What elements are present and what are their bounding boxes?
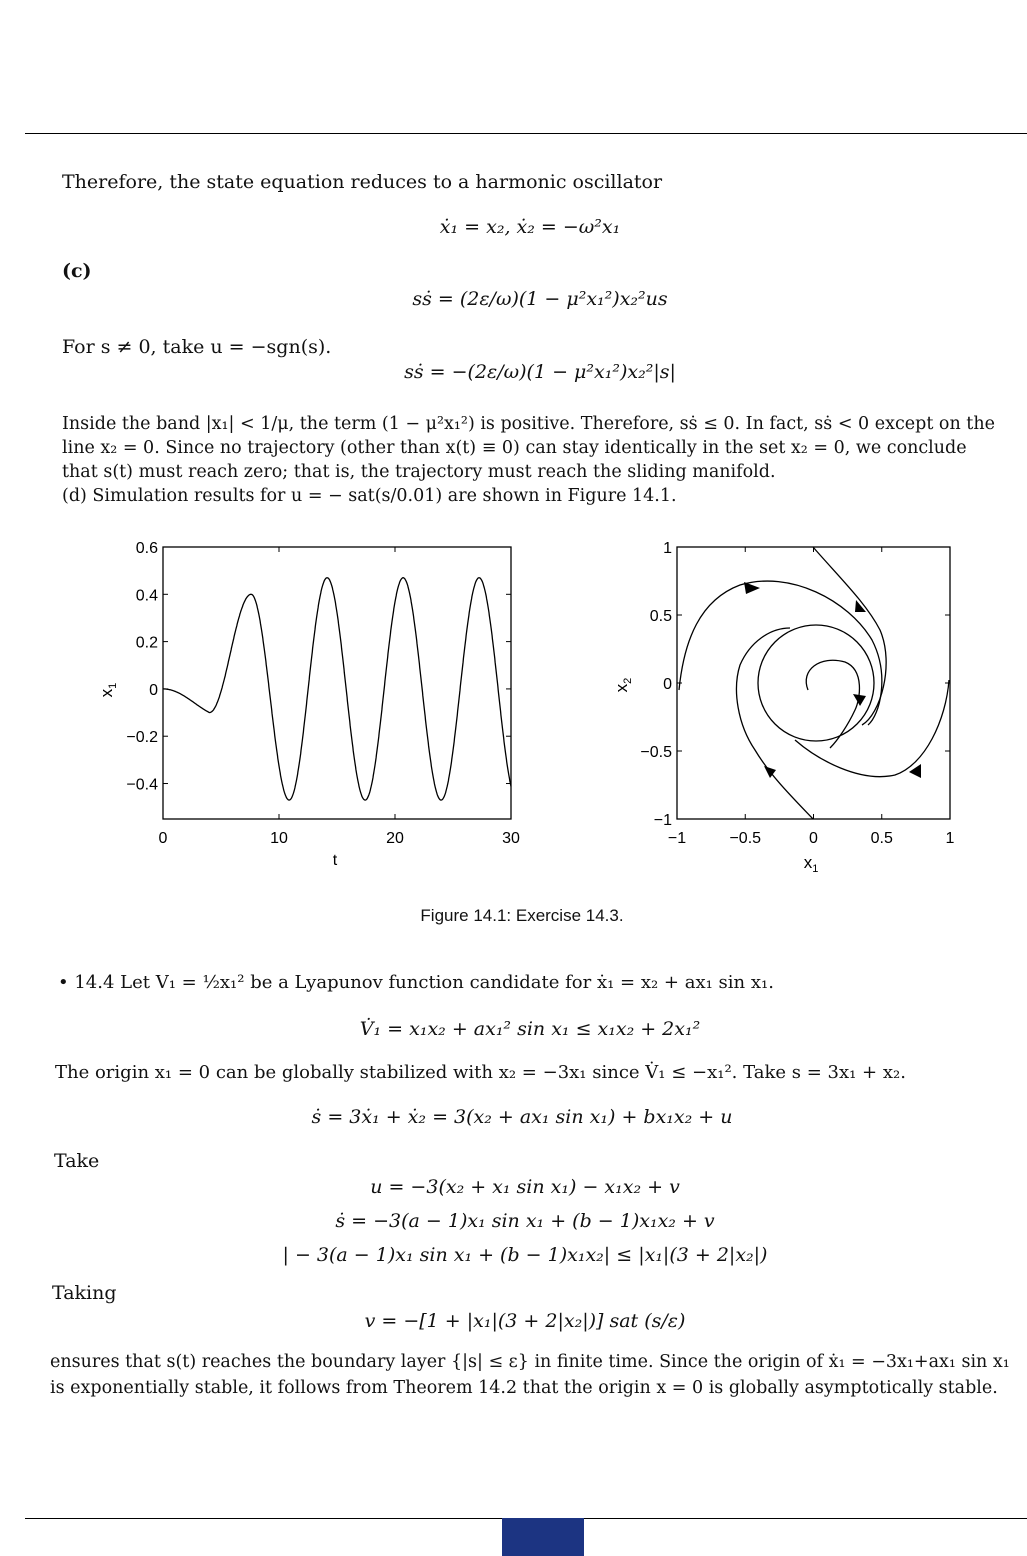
left-ytick-label: 0.6: [135, 540, 158, 557]
equation-u: u = −3(x₂ + x₁ sin x₁) − x₁x₂ + v: [370, 1176, 680, 1198]
right-xtick-label: −1: [667, 830, 687, 847]
equation-v: v = −[1 + |x₁|(3 + 2|x₂|)] sat (s/ε): [364, 1310, 686, 1332]
left-ylabel: $x_1$: [97, 682, 119, 698]
right-plot-ticks: [677, 547, 950, 819]
right-plot-tick-labels: [640, 540, 954, 847]
equation-s-dot-1: ṡ = 3ẋ₁ + ẋ₂ = 3(x₂ + ax₁ sin x₁) + bx₁x₂ + u: [311, 1106, 733, 1128]
x1-time-series-line: [163, 578, 511, 800]
arrow-icon: [744, 582, 760, 594]
equation-s-dot-2: ṡ = −3(a − 1)x₁ sin x₁ + (b − 1)x₁x₂ + v: [335, 1210, 715, 1232]
paragraph-c-line-1: Inside the band |x₁| < 1/μ, the term (1 − μ²x₁²) is positive. Therefore, sṡ ≤ 0. In fact, sṡ < 0 except on the: [62, 414, 995, 434]
taking-label: Taking: [52, 1282, 117, 1304]
right-ytick-label: 0.5: [649, 608, 672, 625]
left-ytick-label: −0.4: [126, 776, 158, 794]
left-xtick-label: 0: [158, 830, 168, 847]
equation-ss-2: sṡ = −(2ε/ω)(1 − μ²x₁²)x₂²|s|: [404, 361, 676, 383]
left-ytick-label: 0.2: [135, 634, 158, 652]
trajectory-right: [795, 680, 949, 777]
trajectory-upper-left: [679, 581, 882, 725]
exercise-14-4-intro: • 14.4 Let V₁ = ½x₁² be a Lyapunov function candidate for ẋ₁ = x₂ + ax₁ sin x₁.: [58, 972, 774, 993]
trajectory-arrows: [744, 582, 921, 778]
intro-text: Therefore, the state equation reduces to a harmonic oscillator: [62, 171, 663, 193]
left-xtick-label: 30: [502, 830, 520, 847]
left-plot-tick-labels: [126, 540, 520, 847]
right-ytick-label: −0.5: [640, 744, 672, 761]
left-ytick-label: −0.2: [126, 729, 158, 747]
part-c-label: (c): [62, 260, 92, 282]
top-rule: [25, 133, 1027, 134]
right-ylabel: $x_2$: [612, 677, 634, 693]
paragraph-d: (d) Simulation results for u = − sat(s/0.01) are shown in Figure 14.1.: [62, 486, 677, 506]
origin-text: The origin x₁ = 0 can be globally stabilized with x₂ = −3x₁ since V̇₁ ≤ −x₁². Take s = 3x₁ + x₂.: [55, 1062, 906, 1083]
left-ytick-label: 0.4: [135, 587, 158, 605]
right-xlabel: $x_1$: [803, 853, 819, 875]
left-xtick-label: 10: [270, 830, 288, 847]
final-paragraph-line-1: ensures that s(t) reaches the boundary layer {|s| ≤ ε} in finite time. Since the origin of ẋ₁ = −3x₁+ax₁ sin x₁: [50, 1352, 1010, 1372]
right-xtick-label: 0.5: [870, 830, 893, 847]
left-xlabel: t: [332, 852, 338, 869]
limit-cycle: [758, 625, 874, 741]
for-s-text: For s ≠ 0, take u = −sgn(s).: [62, 336, 332, 358]
right-xtick-label: −0.5: [729, 830, 762, 847]
equation-bound: | − 3(a − 1)x₁ sin x₁ + (b − 1)x₁x₂| ≤ |x₁|(3 + 2|x₂|): [282, 1244, 768, 1266]
right-ytick-label: −1: [653, 812, 672, 829]
right-plot-frame: [677, 547, 950, 819]
arrow-icon: [853, 694, 866, 706]
paragraph-c-line-3: that s(t) must reach zero; that is, the trajectory must reach the sliding manifold.: [62, 462, 776, 482]
right-ytick-label: 0: [663, 676, 672, 693]
figure-caption: Figure 14.1: Exercise 14.3.: [420, 906, 624, 925]
take-label: Take: [54, 1150, 100, 1172]
left-plot-ticks: [163, 547, 511, 819]
equation-oscillator: ẋ₁ = x₂, ẋ₂ = −ω²x₁: [439, 216, 621, 238]
paragraph-c-line-2: line x₂ = 0. Since no trajectory (other than x(t) ≡ 0) can stay identically in the set x₂ = 0, we conclude: [62, 438, 967, 458]
phase-portrait: [679, 547, 949, 819]
right-xtick-label: 1: [945, 830, 955, 847]
equation-v1-dot: V̇₁ = x₁x₂ + ax₁² sin x₁ ≤ x₁x₂ + 2x₁²: [359, 1018, 701, 1040]
right-xtick-label: 0: [809, 830, 818, 847]
equation-ss-1: sṡ = (2ε/ω)(1 − μ²x₁²)x₂²us: [412, 288, 668, 310]
page-number-badge: [502, 1518, 584, 1556]
left-plot-frame: [163, 547, 511, 819]
left-xtick-label: 20: [386, 830, 404, 847]
figure-14-1: [0, 525, 1027, 880]
trajectory-inner-spiral: [806, 660, 859, 748]
left-ytick-label: 0: [149, 681, 158, 699]
final-paragraph-line-2: is exponentially stable, it follows from Theorem 14.2 that the origin x = 0 is globally asymptotically stable.: [50, 1378, 998, 1398]
right-ytick-label: 1: [663, 540, 672, 557]
